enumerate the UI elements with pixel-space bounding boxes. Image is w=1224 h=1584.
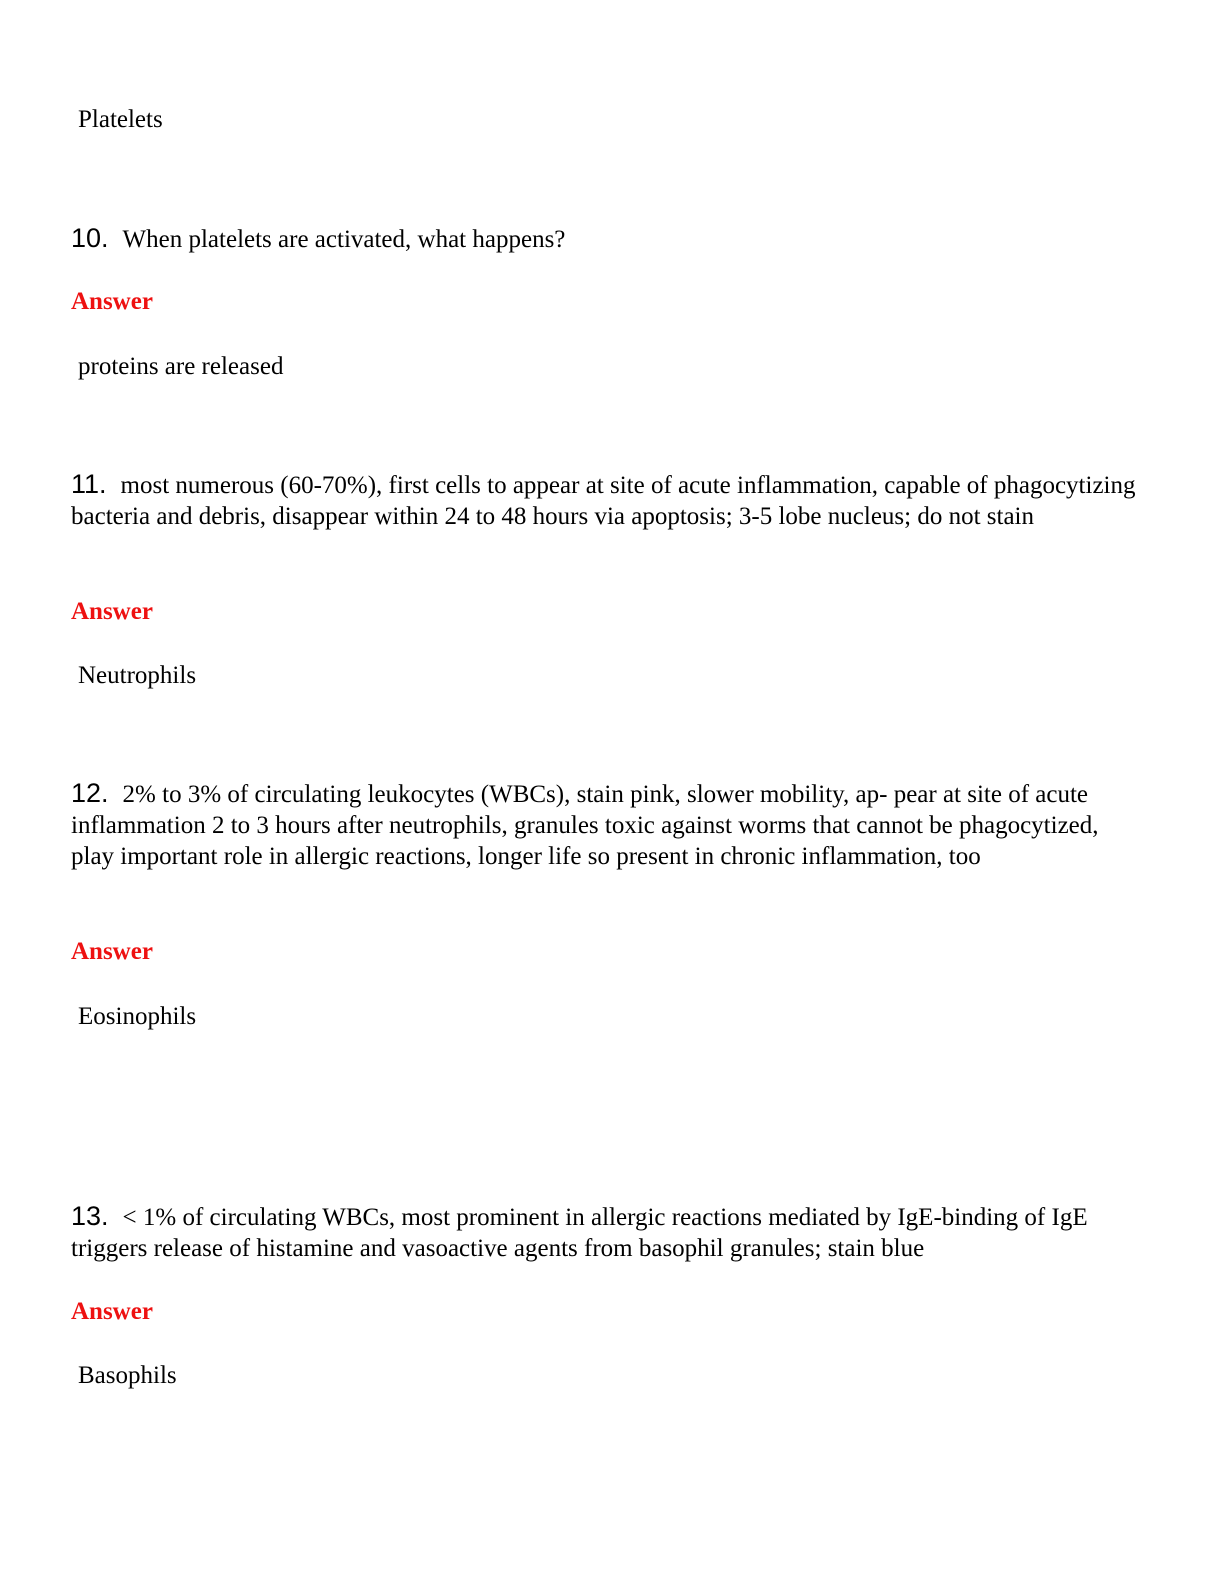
answer-text-9: Platelets	[78, 106, 163, 133]
question-10	[71, 223, 1141, 255]
answer-label-10: Answer	[71, 288, 153, 315]
question-12	[71, 778, 1141, 872]
question-number-13: 13.	[71, 1201, 109, 1231]
question-number-12: 12.	[71, 778, 109, 808]
question-text-13: < 1% of circulating WBCs, most prominent in allergic reactions mediated by IgE-binding of IgE triggers release of histamine and vasoactive agents from basophil granules; stain blue	[71, 1204, 1088, 1262]
question-13	[71, 1201, 1141, 1264]
question-text-12: 2% to 3% of circulating leukocytes (WBCs), stain pink, slower mobility, ap- pear at site of acute inflammation 2 to 3 hours after neutrophils, granules toxic against worms that cannot be phagocytized, play important role in allergic reactions, longer life so present in chronic inflammation, too	[71, 781, 1099, 870]
answer-label-11: Answer	[71, 598, 153, 625]
answer-label-12: Answer	[71, 938, 153, 965]
question-number-11: 11.	[71, 469, 107, 499]
question-text-10: When platelets are activated, what happens?	[122, 226, 566, 253]
answer-text-13: Basophils	[78, 1362, 177, 1389]
answer-text-12: Eosinophils	[78, 1003, 197, 1030]
question-11	[71, 469, 1141, 532]
answer-text-11: Neutrophils	[78, 662, 197, 689]
question-number-10: 10.	[71, 223, 109, 253]
answer-text-10: proteins are released	[78, 353, 284, 380]
answer-label-13: Answer	[71, 1298, 153, 1325]
question-text-11: most numerous (60-70%), first cells to appear at site of acute inflammation, capable of phagocytizing bacteria and debris, disappear within 24 to 48 hours via apoptosis; 3-5 lobe nucleus; do not stain	[71, 472, 1136, 530]
